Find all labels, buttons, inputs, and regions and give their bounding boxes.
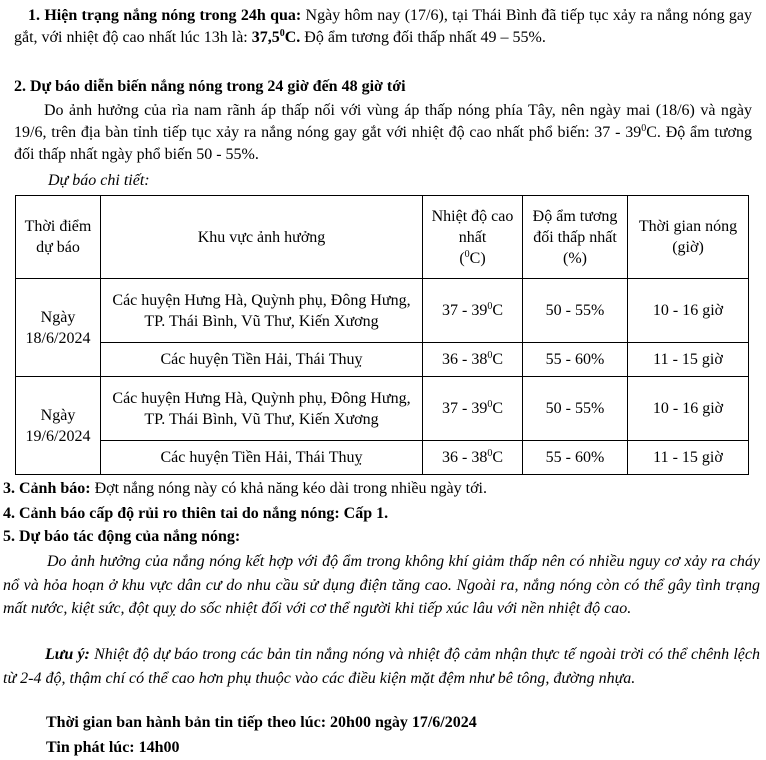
area-cell: Các huyện Tiền Hải, Thái Thuỵ xyxy=(101,343,423,377)
risk-level-line: 4. Cảnh báo cấp độ rủi ro thiên tai do nắng nóng: Cấp 1. xyxy=(3,505,389,522)
area-cell: Các huyện Hưng Hà, Quỳnh phụ, Đông Hưng, TP. Thái Bình, Vũ Thư, Kiến Xương xyxy=(101,279,423,343)
detail-forecast-label: Dự báo chi tiết: xyxy=(48,172,150,189)
header-time: Thời điểm dự báo xyxy=(16,196,101,279)
next-issue-time: Thời gian ban hành bản tin tiếp theo lúc: 20h00 ngày 17/6/2024 xyxy=(46,714,477,731)
section-2-heading: 2. Dự báo diễn biến nắng nóng trong 24 giờ đến 48 giờ tới xyxy=(14,78,406,95)
section-1-text-a: Ngày hôm nay (17/6), tại Thái Bình đã tiếp tục xảy ra nắng nóng gay gắt, với nhiệt độ cao nhất lúc 13h là: xyxy=(14,7,752,46)
humidity-cell: 55 - 60% xyxy=(523,343,628,377)
table-row xyxy=(16,377,749,441)
area-cell: Các huyện Hưng Hà, Quỳnh phụ, Đông Hưng, TP. Thái Bình, Vũ Thư, Kiến Xương xyxy=(101,377,423,441)
header-humidity: Độ ẩm tương đối thấp nhất (%) xyxy=(523,196,628,279)
temp-cell: $37 - 39^0C$ xyxy=(423,377,523,441)
temp-cell: $36 - 38^0C$ xyxy=(423,343,523,377)
date-cell: Ngày 18/6/2024 xyxy=(16,279,101,377)
table-row xyxy=(16,343,749,377)
section-2-paragraph: Do ảnh hưởng của rìa nam rãnh áp thấp nối với vùng áp thấp nóng phía Tây, nên ngày mai (18/6) và ngày 19/6, trên địa bàn tỉnh tiếp tục xảy ra nắng nóng gay gắt với nhiệt độ cao nhất phổ biến: $37 - 39^0C$. Độ ẩm tương đối thấp nhất ngày phổ biến 50 - 55%. xyxy=(14,102,752,163)
section-5-heading: 5. Dự báo tác động của nắng nóng: xyxy=(3,528,241,545)
hours-cell: 11 - 15 giờ xyxy=(628,343,749,377)
forecast-table xyxy=(15,195,749,475)
date-cell: Ngày 19/6/2024 xyxy=(16,377,101,475)
header-hours: Thời gian nóng (giờ) xyxy=(628,196,749,279)
table-row xyxy=(16,441,749,475)
hours-cell: 10 - 16 giờ xyxy=(628,279,749,343)
temp-cell: $37 - 39^0C$ xyxy=(423,279,523,343)
table-header-row xyxy=(16,196,749,279)
section-1-heading: 1. Hiện trạng nắng nóng trong 24h qua: xyxy=(28,7,302,24)
humidity-cell: 50 - 55% xyxy=(523,279,628,343)
issued-time: Tin phát lúc: 14h00 xyxy=(46,739,180,756)
max-temp-value: 37,5$^0$C. xyxy=(251,28,301,46)
hours-cell: 11 - 15 giờ xyxy=(628,441,749,475)
area-cell: Các huyện Tiền Hải, Thái Thuỵ xyxy=(101,441,423,475)
humidity-cell: 55 - 60% xyxy=(523,441,628,475)
current-status-paragraph xyxy=(14,5,752,49)
section-3-text: Đợt nắng nóng này có khả năng kéo dài trong nhiều ngày tới. xyxy=(90,480,487,497)
hours-cell: 10 - 16 giờ xyxy=(628,377,749,441)
note-label: Lưu ý: xyxy=(45,646,90,663)
section-1-text-b: Độ ẩm tương đối thấp nhất 49 – 55%. xyxy=(300,29,546,46)
impact-paragraph: Do ảnh hưởng của nắng nóng kết hợp với độ ẩm trong không khí giảm thấp nên có nhiều nguy cơ xảy ra cháy nổ và hỏa hoạn ở khu vực dân cư do nhu cầu sử dụng điện tăng cao. Ngoài ra, nắng nóng còn có thể gây tình trạng mất nước, kiệt sức, đột quỵ do sốc nhiệt đối với cơ thể người khi tiếp xúc lâu với nền nhiệt độ cao. xyxy=(3,553,760,617)
warning-line xyxy=(3,478,753,500)
temp-cell: $36 - 38^0C$ xyxy=(423,441,523,475)
section-3-heading: 3. Cảnh báo: xyxy=(3,480,91,497)
note-paragraph: Lưu ý: Nhiệt độ dự báo trong các bản tin nắng nóng và nhiệt độ cảm nhận thực tế ngoài trời có thể chênh lệch từ 2-4 độ, thậm chí có thể cao hơn phụ thuộc vào các điều kiện mặt đệm như bê tông, đường nhựa. xyxy=(3,646,761,687)
table-row xyxy=(16,279,749,343)
header-area: Khu vực ảnh hưởng xyxy=(101,196,423,279)
header-temp: Nhiệt độ cao nhất ($^0$C) xyxy=(423,196,523,279)
humidity-cell: 50 - 55% xyxy=(523,377,628,441)
